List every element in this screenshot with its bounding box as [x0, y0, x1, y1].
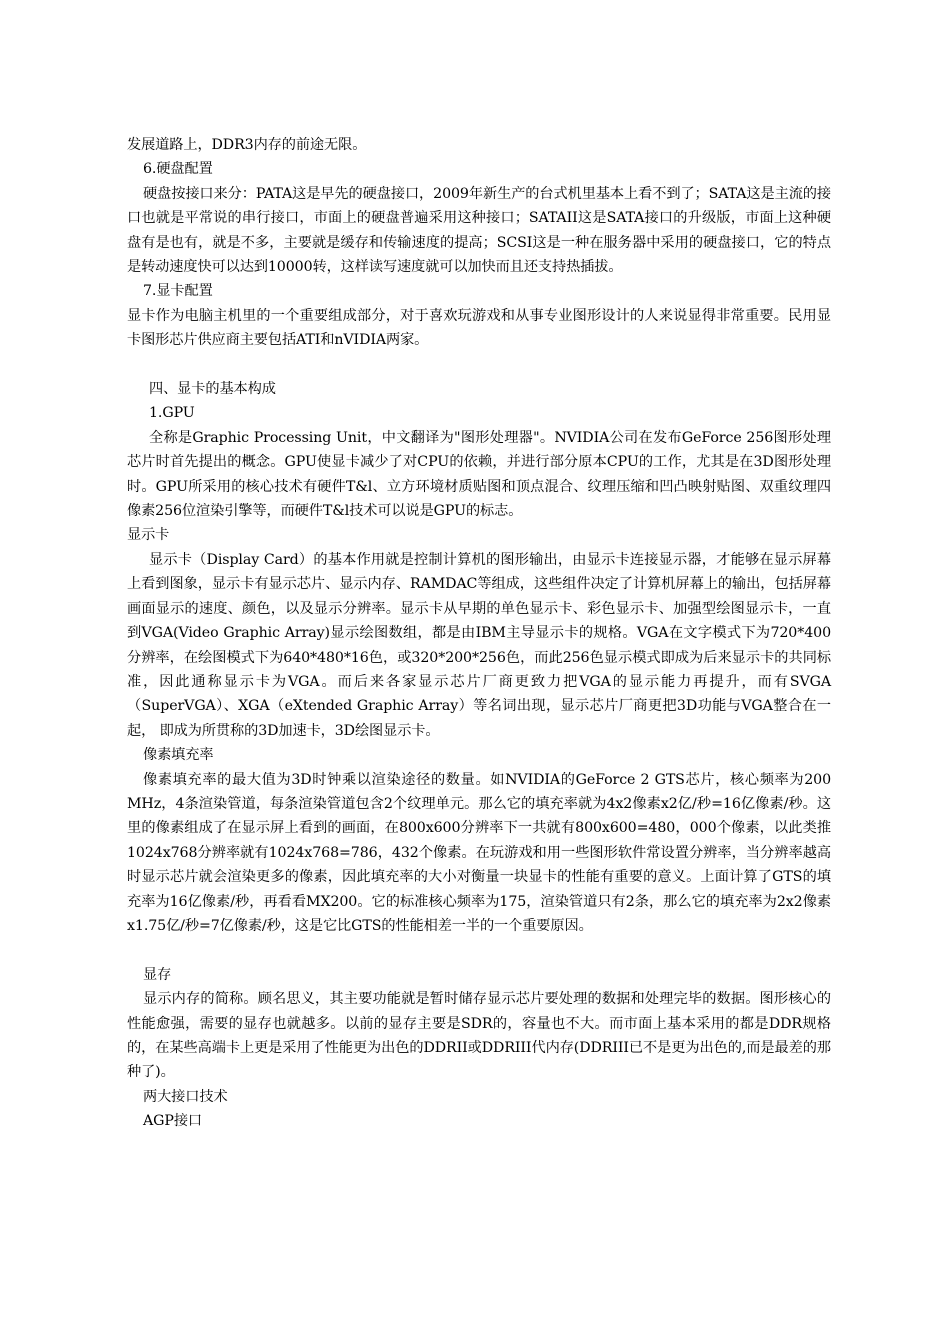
subsection-heading: AGP接口 [143, 1113, 203, 1130]
blank-line [127, 353, 831, 377]
subsection-heading: 两大接口技术 [143, 1088, 228, 1105]
paragraph: 显卡作为电脑主机里的一个重要组成部分，对于喜欢玩游戏和从事专业图形设计的人来说显得非常重要。民用显卡图形芯片供应商主要包括ATI和nVIDIA两家。 [127, 307, 831, 349]
subsection-heading: 像素填充率 [143, 747, 214, 764]
document-body [127, 133, 831, 1134]
section-heading: 6.硬盘配置 [143, 161, 213, 178]
blank-line [127, 938, 831, 962]
section-heading: 四、显卡的基本构成 [149, 381, 276, 398]
paragraph: 全称是Graphic Processing Unit，中文翻译为"图形处理器"。NVIDIA公司在发布GeForce 256图形处理芯片时首先提出的概念。GPU使显卡减少了对CPU的依赖，并进行部分原本CPU的工作，尤其是在3D图形处理时。GPU所采用的核心技术有硬件T&l、立方环境材质贴图和顶点混合、纹理压缩和凹凸映射贴图、双重纹理四像素256位渲染引擎等，而硬件T&l技术可以说是GPU的标志。 [127, 429, 831, 520]
paragraph: 像素填充率的最大值为3D时钟乘以渲染途径的数量。如NVIDIA的GeForce 2 GTS芯片，核心频率为200 MHz，4条渲染管道，每条渲染管道包含2个纹理单元。那么它的填充率就为4x2像素x2亿/秒=16亿像素/秒。这里的像素组成了在显示屏上看到的画面，在800x600分辨率下一共就有800x600=480，000个像素，以此类推1024x768分辨率就有1024x768=786，432个像素。在玩游戏和用一些图形软件常设置分辨率，当分辨率越高时显示芯片就会渲染更多的像素，因此填充率的大小对衡量一块显卡的性能有重要的意义。上面计算了GTS的填充率为16亿像素/秒，再看看MX200。它的标准核心频率为175，渲染管道只有2条，那么它的填充率为2x2像素x1.75亿/秒=7亿像素/秒，这是它比GTS的性能相差一半的一个重要原因。 [127, 771, 831, 934]
paragraph: 发展道路上，DDR3内存的前途无限。 [127, 137, 367, 153]
subsection-heading: 1.GPU [149, 405, 195, 422]
paragraph: 硬盘按接口来分：PATA这是早先的硬盘接口，2009年新生产的台式机里基本上看不到了；SATA这是主流的接口也就是平常说的串行接口，市面上的硬盘普遍采用这种接口；SATAII这是SATA接口的升级版，市面上这种硬盘有是也有，就是不多，主要就是缓存和传输速度的提高；SCSI这是一种在服务器中采用的硬盘接口，它的特点是转动速度快可以达到10000转，这样读写速度就可以加快而且还支持热插拔。 [127, 185, 831, 276]
subsection-heading: 显存 [143, 966, 172, 983]
section-heading: 7.显卡配置 [143, 283, 213, 300]
subsection-heading: 显示卡 [127, 527, 170, 544]
paragraph: 显示卡（Display Card）的基本作用就是控制计算机的图形输出，由显示卡连接显示器，才能够在显示屏幕上看到图象，显示卡有显示芯片、显示内存、RAMDAC等组成，这些组件决定了计算机屏幕上的输出，包括屏幕画面显示的速度、颜色，以及显示分辨率。显示卡从早期的单色显示卡、彩色显示卡、加强型绘图显示卡，一直到VGA(Video Graphic Array)显示绘图数组，都是由IBM主导显示卡的规格。VGA在文字模式下为720*400分辨率，在绘图模式下为640*480*16色，或320*200*256色，而此256色显示模式即成为后来显示卡的共同标准，因此通称显示卡为VGA。而后来各家显示芯片厂商更致力把VGA的显示能力再提升，而有SVGA（SuperVGA）、XGA（eXtended Graphic Array）等名词出现，显示芯片厂商更把3D功能与VGA整合在一起， 即成为所贯称的3D加速卡，3D绘图显示卡。 [127, 551, 831, 739]
paragraph: 显示内存的简称。顾名思义，其主要功能就是暂时储存显示芯片要处理的数据和处理完毕的数据。图形核心的性能愈强，需要的显存也就越多。以前的显存主要是SDR的，容量也不大。而市面上基本采用的都是DDR规格的，在某些高端卡上更是采用了性能更为出色的DDRII或DDRIII代内存(DDRIII已不是更为出色的,而是最差的那种了)。 [127, 991, 831, 1081]
